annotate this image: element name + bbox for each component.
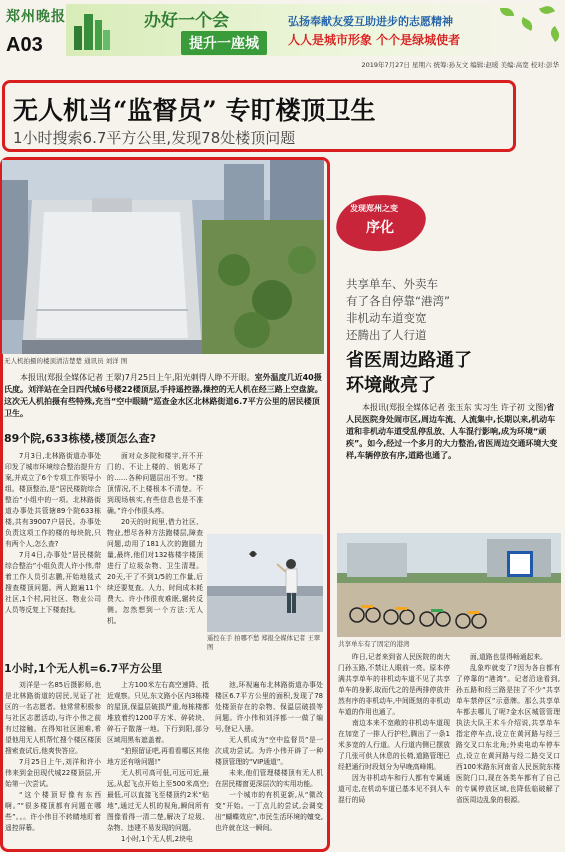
paragraph: 刘洋是一名85后摄影师,也是北林路街道的居民,见证了社区的一名志愿者。他常常积极参与社区志愿活动,与许小伟之前有过接触。在得知社区困难,希望他用无人机帮忙搜个楼区楼顶搜索查试后,他爽快答应。 (5, 681, 101, 755)
kicker-line-2: 有了各自停靠“港湾” (346, 294, 450, 308)
article-column (5, 680, 101, 846)
drone-operator-photo (207, 534, 323, 632)
main-headline: 无人机当“监督员” 专盯楼顶卫生 (13, 96, 376, 125)
paragraph: 未来,他们管理楼楼顶有无人机在居民楼窗更深层次的实用功能。 (215, 769, 323, 788)
paragraph: “这个楼顶好像有东西啊。”“很多楼顶都有问题在哪些”。。。许小伟目不转睛地盯着遥控屏幕。 (5, 791, 101, 832)
right-lead-bold: 省人民医院身处闹市区,周边车流、人流集中,长期以来,机动车道和非机动车道受乱停乱放、人车混行影响,成为环境“顽疾”。如今,经过一个多月的大力整治,省医周边交通环境大变样,车辆停放有序,道路也通了。 (346, 403, 558, 460)
operator-on-rooftop-image (207, 534, 323, 632)
paragraph: 20天的时间里,借力社区、物业,想尽各种方法跑楼层,障查问题,动用了181人次的跑腿力量,最终,他们对132栋楼宇楼顶进行了垃圾杂物、卫生清理。20天,干了不到1/5的工作量,后续还要复查。人力、时间成本耗费大。许小伟很夜难眠,辗转反侧。忽然想到一个方法:无人机。 (107, 518, 203, 625)
article-column (5, 451, 101, 651)
bike-parking-photo (337, 533, 561, 637)
main-lead-paragraph (4, 372, 324, 420)
campaign-banner (66, 4, 556, 56)
paragraph: 无人机成为“空中监督员”是一次成功尝试。为许小伟开辟了一种楼顶管理的“VIP通道”。 (215, 736, 323, 766)
kicker-line-1: 共享单车、外卖车 (346, 277, 438, 291)
city-slogan: 人人是城市形象 个个是绿城使者 (288, 33, 461, 47)
paragraph: 乱象咋就变了?因为各自都有了停靠的“港湾”。记者沿途看到,孙五路和经三路是挂了不少“共享单车禁停区”示意牌。那么共享单车都去哪儿了呢?金水区城管管理执法大队王术斗介绍说,共享单车指定停车点,设立在黄河路与经三路交叉口东北角;外卖电动车停车点,设立在黄河路与经二路交叉口西100米路东河南省人民医院东楼医院门口,现在各类车都有了自己的专属停放区域,也降低临破解了省医周边乱象的根源。 (456, 664, 560, 804)
series-theme: 序化 (366, 220, 394, 236)
dateline: 2019年7月27日 星期六 统筹:孙友文 编辑:赵暖 美编:高宽 校对:彭华 (361, 61, 559, 69)
shared-bikes-image (337, 533, 561, 637)
banner-subtitle: 提升一座城 (181, 31, 267, 55)
city-skyline-icon (72, 8, 112, 52)
main-lead-bold: 室外温度几近40摄氏度。刘洋站在全日四代城6号楼22楼顶层,手持遥控器,操控的无人机在经三路上空盘旋。这次无人机拍摄有些特殊,充当“空中眼睛”巡查金水区北林路街道6.7平方公里的居民楼顶卫生。 (4, 373, 323, 418)
paragraph: 面对众多院和楼宇,开不开门的、不让上楼的、钥匙坏了的……各种问题层出不穷。“楼顶情况,不上楼根本不清楚。不到现场核实,有些信息也是不准确。”许小伟很头疼。 (107, 452, 203, 515)
paragraph: 上方100米左右高空速降、抵近观察。只见,东文路小区内3栋楼的屋顶,保温层破损严重,每栋楼都堆放着约1200平方米、碎砖块、碎石子散落一地。下行到阳,部分区域用黑布遮盖着。 (107, 681, 209, 744)
paragraph: 7月4日,办事处“居民楼院综合整治”小组负责人许小伟,带着工作人员引志鹏,开始地毯式搜查楼顶问题。两人跑遍11个社区,1个村,同社区、物业公司人员等反复上下楼查找。 (5, 551, 101, 614)
paragraph: 池,环视遍布北林路街道办事处楼区6.7平方公里的面积,发现了78处楼顶存在的杂物、保温层破损等问题。许小伟和刘洋都一一做了编号,登记入册。 (215, 681, 323, 733)
volunteer-slogan: 弘扬奉献友爱互助进步的志愿精神 (288, 15, 453, 28)
rooftop-aerial-image (2, 160, 324, 354)
series-name: 发现郑州之变 (350, 204, 398, 213)
paragraph: 南边本来不宽敞的非机动车道现在加宽了一排人行护栏,腾出了一条1米多宽的人行道。人行道内侧已摆放了几张可供人休息的长椅,道路管理已经把通行时段划分为早晚高峰期。 (338, 719, 450, 771)
right-headline-1: 省医周边路通了 (346, 350, 472, 371)
banner-title: 办好一个会 (144, 11, 229, 31)
article-column (456, 652, 560, 848)
paragraph: 因为非机动车和行人都有专属通道可走,在机动车道已基本见不到人车混行的局 (338, 774, 450, 804)
photo3-caption: 共享单车有了固定的港湾 (338, 640, 410, 648)
paragraph: “拍照留证吧,再看看哪区其他地方还有啥问题!” (107, 747, 209, 766)
right-lead-plain: 本报讯(郑报全媒体记者 张玉东 实习生 许子初 文图) (362, 403, 547, 412)
paragraph: 无人机可高可低,可远可近,最远,从起飞点开始上至500米高空;最低,可以直接飞至楼顶约2米“贴地”,通过无人机的视角,瞬间所有图像看得一清二楚,解决了垃圾、杂物、违建不易发现的问题。 (107, 769, 209, 832)
article-column (215, 680, 323, 846)
kicker-line-3: 非机动车道变宽 (346, 311, 427, 325)
headline-box (2, 80, 516, 152)
newspaper-name: 郑州晚报 (6, 9, 66, 25)
section2-title: 1小时,1个无人机=6.7平方公里 (4, 662, 163, 675)
drone-rooftop-photo (2, 160, 324, 354)
section1-title: 89个院,633栋楼,楼顶怎么查? (4, 432, 157, 445)
article-column (338, 652, 450, 848)
article-column (107, 680, 209, 846)
right-headline-2: 环境敞亮了 (346, 375, 436, 396)
main-lead-plain: 本报讯(郑报全媒体记者 王翠)7月25日上午,阳光刺得人睁不开眼。 (20, 373, 255, 382)
paragraph: 一个城市的有机更新,从“微改变”开始。一丁点儿的尝试,会调变出“蝴蝶效应”,市民生活环境的嬗变,也许就在这一瞬间。 (215, 791, 323, 832)
paragraph: 1小时,1个无人机,2块电 (121, 835, 193, 843)
article-column (107, 451, 203, 651)
paragraph: 7月25日上午,刘洋和许小伟来到金田现代城22楼顶层,开始第一次尝试。 (5, 758, 101, 788)
photo1-caption: 无人机拍摄的楼顶清洁楚楚 通讯员 刘洋 图 (4, 357, 128, 365)
photo2-caption: 遥控在手 拍哪不愁 郑报全媒体记者 王翠 图 (207, 635, 321, 651)
right-lead-paragraph (346, 402, 558, 462)
masthead (0, 0, 565, 62)
page-number: A03 (6, 34, 43, 56)
series-seal (336, 185, 428, 263)
paragraph: 7月3日,北林路街道办事处印发了城市环境综合整治提升方案,并成立了6个专项工作领导小组。楼顶整治,是“居民楼院综合整治”小组中的一项。北林路街道办事处共管辖89个院633栋楼,共有39007户居民。办事处负责这项工作的楼的每块院,只有两个人,怎么查? (5, 452, 101, 548)
paragraph: 面,道路也显得畅通起来。 (470, 653, 547, 661)
main-subheadline: 1小时搜索6.7平方公里,发现78处楼顶问题 (13, 129, 296, 147)
kicker-line-4: 还腾出了人行道 (346, 328, 427, 342)
paragraph: 昨日,记者来到省人民医院的南大门孙玉路,不禁让人眼前一亮。原本停满共享单车的非机动车道不见了共享单车的身影,取而代之的是两排停放井然有序的非机动车,中间既刻的非机动车道的作用也通了。 (338, 653, 450, 716)
